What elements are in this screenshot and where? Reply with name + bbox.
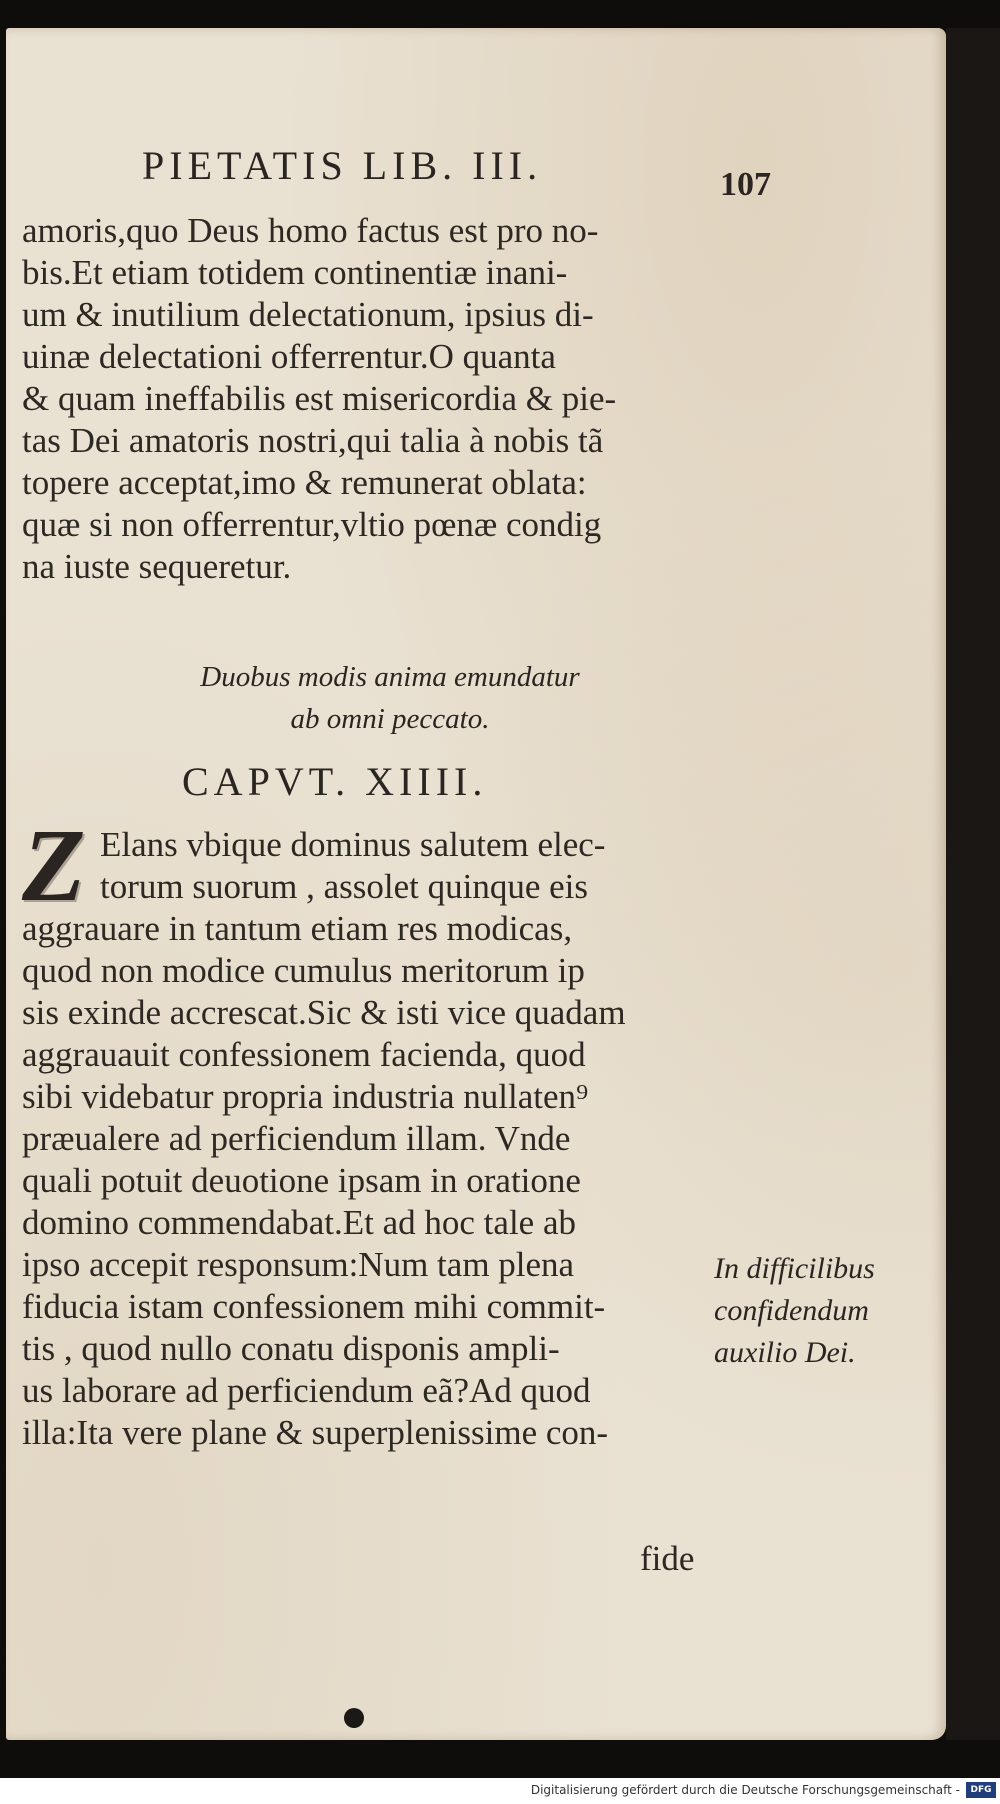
funding-credit: Digitalisierung gefördert durch die Deutsche Forschungsgemeinschaft - xyxy=(530,1783,960,1797)
summary-line: ab omni peccato. xyxy=(290,703,490,735)
running-title: PIETATIS LIB. III. xyxy=(142,143,543,188)
page-edge-shadow xyxy=(946,28,1000,1740)
text-line: fiducia istam confessionem mihi commit- xyxy=(22,1287,606,1326)
margin-note xyxy=(714,1248,924,1374)
catchword: fide xyxy=(640,1539,695,1578)
text-line: illa:Ita vere plane & superplenissime con- xyxy=(22,1413,609,1452)
text-line: quod non modice cumulus meritorum ip xyxy=(22,951,585,990)
text-line: quæ si non offerrentur,vltio pœnæ condig xyxy=(22,505,602,544)
margin-note-line: In difficilibus xyxy=(714,1252,875,1285)
text-line: sis exinde accrescat.Sic & isti vice quadam xyxy=(22,993,626,1032)
dfg-logo: DFG xyxy=(966,1782,996,1798)
top-paragraph xyxy=(22,210,722,588)
text-line: quali potuit deuotione ipsam in oratione xyxy=(22,1161,581,1200)
text-line: & quam ineffabilis est misericordia & pie- xyxy=(22,379,617,418)
text-line: Elans vbique dominus salutem elec- xyxy=(100,825,606,864)
footer-bar xyxy=(0,1778,1000,1804)
decorated-initial: Z xyxy=(22,808,86,923)
page-number: 107 xyxy=(720,166,771,203)
text-line: tis , quod nullo conatu disponis ampli- xyxy=(22,1329,560,1368)
text-line: us laborare ad perficiendum eã?Ad quod xyxy=(22,1371,591,1410)
text-line: domino commendabat.Et ad hoc tale ab xyxy=(22,1203,576,1242)
text-line: tas Dei amatoris nostri,qui talia à nobis tã xyxy=(22,421,604,460)
text-line: amoris,quo Deus homo factus est pro no- xyxy=(22,211,599,250)
text-line: sibi videbatur propria industria nullaten⁹ xyxy=(22,1077,589,1116)
text-line: bis.Et etiam totidem continentiæ inani- xyxy=(22,253,568,292)
text-line: ipso accepit responsum:Num tam plena xyxy=(22,1245,575,1284)
text-line: præualere ad perficiendum illam. Vnde xyxy=(22,1119,571,1158)
summary-line: Duobus modis anima emundatur xyxy=(200,661,580,693)
ink-dot xyxy=(344,1708,364,1728)
text-line: na iuste sequeretur. xyxy=(22,547,292,586)
chapter-opening-lines xyxy=(100,824,740,908)
text-line: torum suorum , assolet quinque eis xyxy=(100,867,589,906)
chapter-summary xyxy=(130,656,650,740)
text-line: uinæ delectationi offerrentur.O quanta xyxy=(22,337,556,376)
chapter-body xyxy=(22,908,722,1454)
page-header xyxy=(142,142,782,203)
text-line: um & inutilium delectationum, ipsius di- xyxy=(22,295,594,334)
text-line: aggrauare in tantum etiam res modicas, xyxy=(22,909,573,948)
text-line: topere acceptat,imo & remunerat oblata: xyxy=(22,463,587,502)
margin-note-line: auxilio Dei. xyxy=(714,1336,856,1369)
chapter-heading: CAPVT. XIIII. xyxy=(182,759,488,804)
margin-note-line: confidendum xyxy=(714,1294,869,1327)
text-line: aggrauauit confessionem facienda, quod xyxy=(22,1035,586,1074)
